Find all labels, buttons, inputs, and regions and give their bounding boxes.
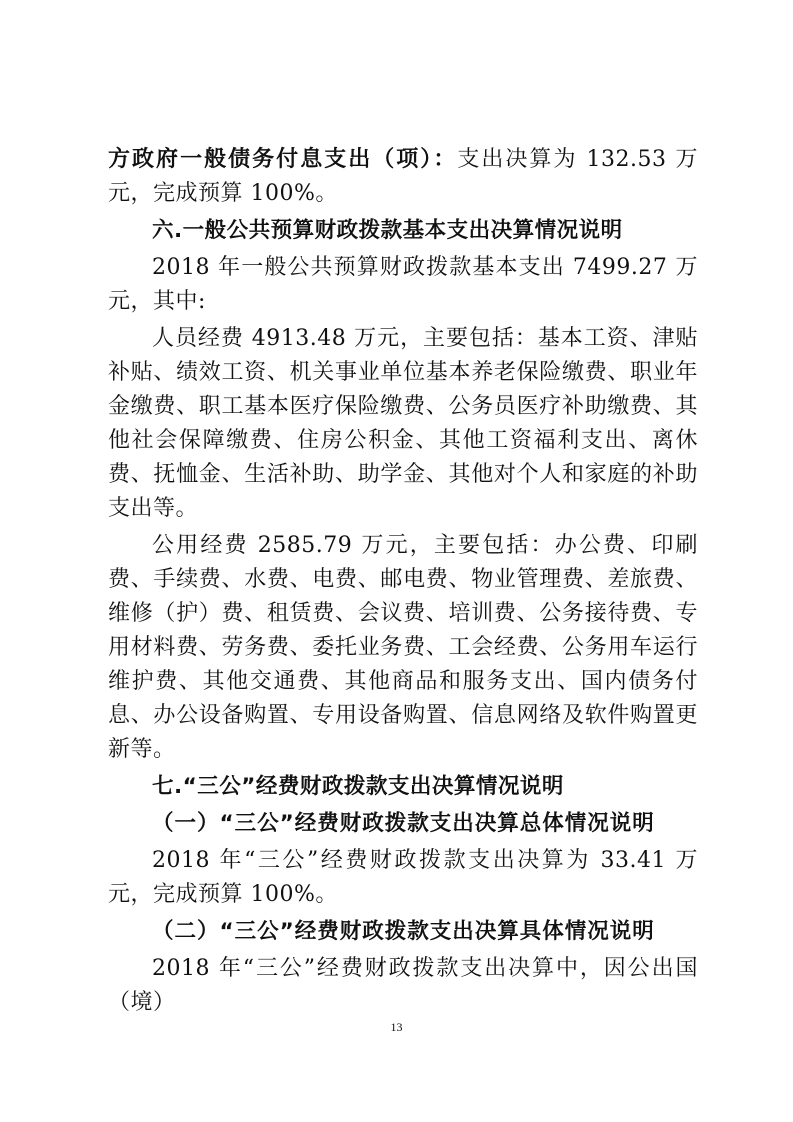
paragraph-personnel-expenses: 人员经费 4913.48 万元，主要包括：基本工资、津贴补贴、绩效工资、机关事业单位基本养老保险缴费、职业年金缴费、职工基本医疗保险缴费、公务员医疗补助缴费、其他社会保障缴费、住房公积金、其他工资福利支出、离休费、抚恤金、生活补助、助学金、其他对个人和家庭的补助支出等。: [108, 326, 698, 521]
page-number: 13: [390, 1020, 403, 1034]
paragraph-debt-interest: [108, 143, 698, 211]
section-heading-6: 六.一般公共预算财政拨款基本支出决算情况说明: [152, 218, 623, 243]
paragraph-basic-expenditure: 2018 年一般公共预算财政拨款基本支出 7499.27 万元，其中:: [108, 255, 698, 314]
paragraph-public-expenses: 公用经费 2585.79 万元，主要包括：办公费、印刷费、手续费、水费、电费、邮电费、物业管理费、差旅费、维修（护）费、租赁费、会议费、培训费、公务接待费、专用材料费、劳务费、委托业务费、工会经费、公务用车运行维护费、其他交通费、其他商品和服务支出、国内债务付息、办公设备购置、专用设备购置、信息网络及软件购置更新等。: [108, 533, 698, 762]
section-heading-7: 七.“三公”经费财政拨款支出决算情况说明: [152, 774, 564, 799]
paragraph-three-public-total: 2018 年“三公”经费财政拨款支出决算为 33.41 万元，完成预算 100%。: [108, 848, 698, 907]
subsection-heading-7-2: （二）“三公”经费财政拨款支出决算具体情况说明: [152, 919, 655, 944]
body-text: [108, 143, 698, 1020]
item-text: 支出决算为 132.53 万元，完成预算 100%。: [108, 147, 698, 206]
paragraph-three-public-detail: 2018 年“三公”经费财政拨款支出决算中，因公出国（境）: [108, 956, 698, 1015]
item-label: 方政府一般债务付息支出（项）：: [108, 147, 458, 172]
subsection-heading-7-1: （一）“三公”经费财政拨款支出决算总体情况说明: [152, 811, 655, 836]
